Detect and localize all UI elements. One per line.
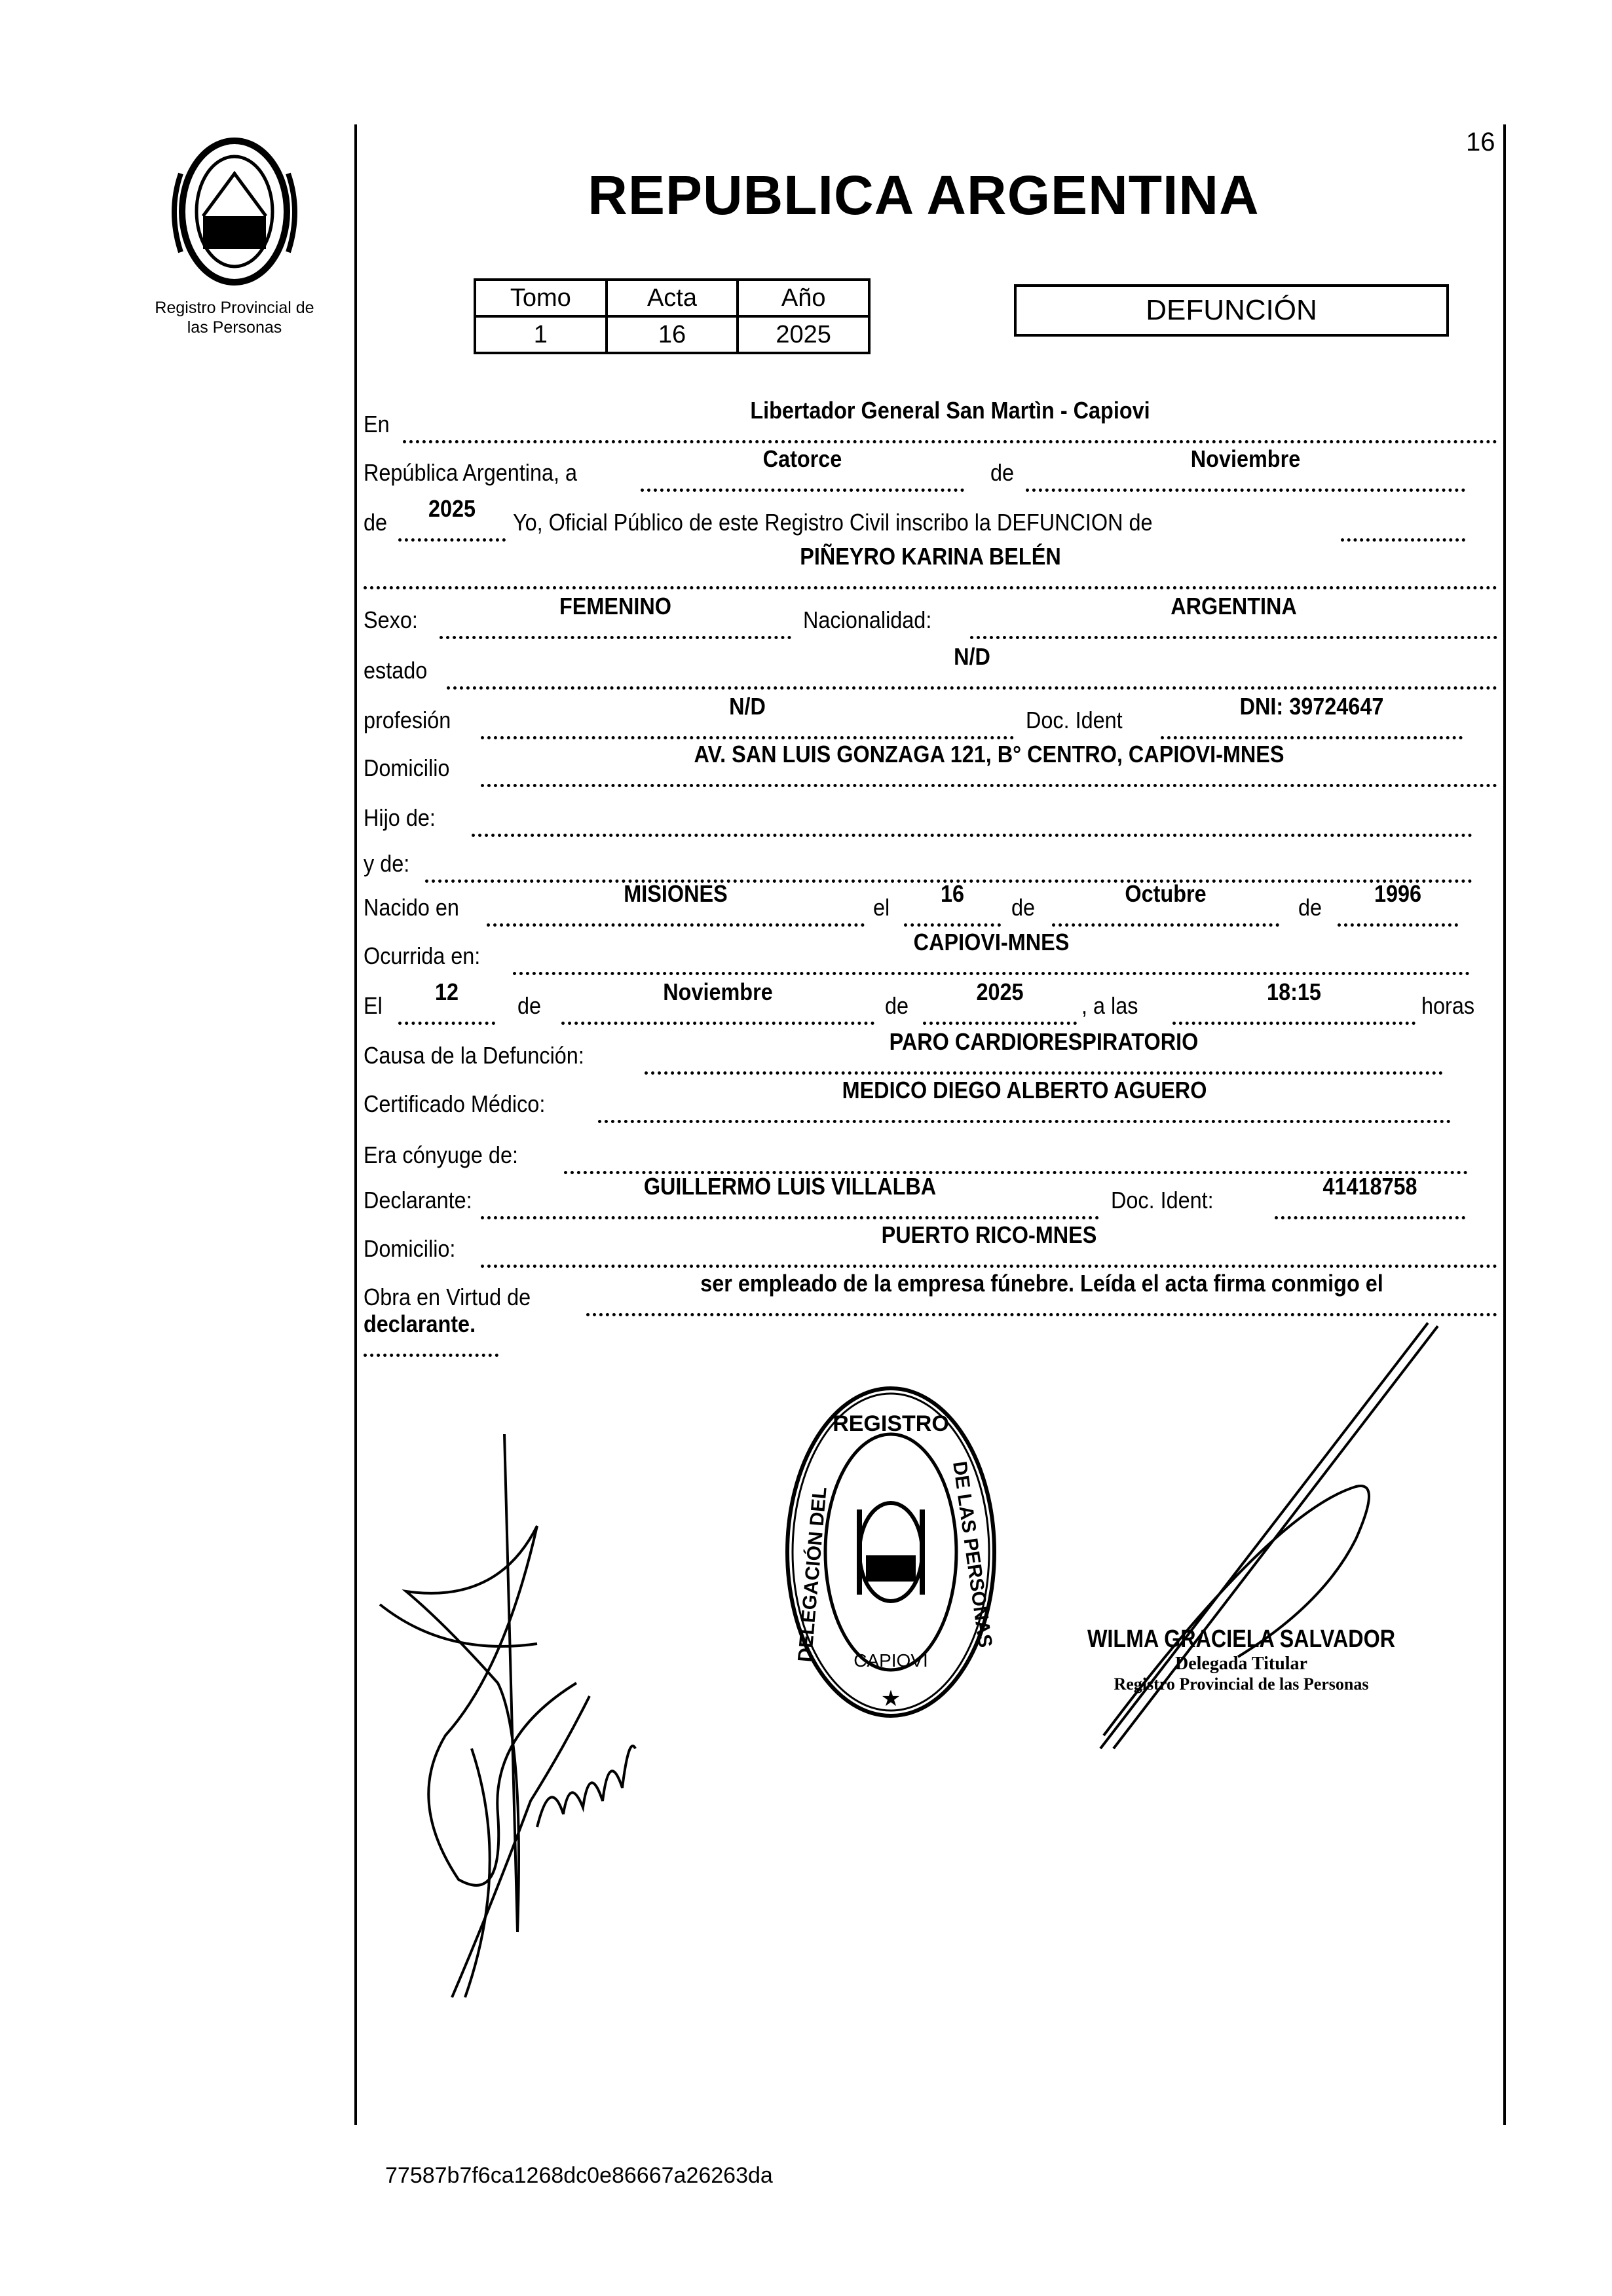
value-nacido-en: MISIONES — [624, 880, 728, 907]
value-nacionalidad: ARGENTINA — [1171, 593, 1297, 620]
row-conyuge — [0, 1131, 1612, 1174]
field-ocurrida-en — [513, 929, 1470, 975]
field-def-hora — [1172, 978, 1415, 1025]
row-certificado — [0, 1077, 1612, 1123]
record-type: DEFUNCIÓN — [1014, 284, 1449, 337]
row-profesion — [0, 693, 1612, 739]
stamp-text-top: REGISTRO — [833, 1411, 949, 1436]
field-obra — [586, 1270, 1497, 1316]
value-mes: Noviembre — [1190, 445, 1301, 472]
field-nac-mes — [1052, 880, 1279, 927]
field-dia — [641, 445, 964, 492]
value-nac-dia: 16 — [940, 880, 965, 907]
value-nombre: PIÑEYRO KARINA BELÉN — [800, 543, 1061, 570]
label-horas: horas — [1421, 992, 1475, 1019]
label-declarante: Declarante: — [364, 1187, 472, 1213]
value-def-hora: 18:15 — [1267, 978, 1321, 1005]
field-profesion — [481, 693, 1014, 739]
label-nacido-en: Nacido en — [364, 894, 459, 921]
value-certificado: MEDICO DIEGO ALBERTO AGUERO — [842, 1077, 1207, 1103]
value-def-anio: 2025 — [976, 978, 1024, 1005]
field-declarante-doc — [1275, 1173, 1465, 1219]
field-blank — [1341, 495, 1465, 542]
label-de: de — [517, 992, 542, 1019]
value-def-mes: Noviembre — [663, 978, 773, 1005]
row-declarante — [0, 1173, 1612, 1219]
label-de: de — [364, 509, 388, 536]
row-lugar — [0, 397, 1612, 443]
value-declarante-domicilio: PUERTO RICO-MNES — [881, 1221, 1097, 1248]
row-hijo-de — [0, 794, 1612, 837]
registry-stamp — [779, 1379, 1002, 1726]
row-nacimiento — [0, 880, 1612, 927]
header-acta: Acta — [607, 280, 738, 316]
field-nacionalidad — [970, 593, 1497, 639]
field-hijo-de — [472, 790, 1472, 837]
field-def-anio — [923, 978, 1077, 1025]
registry-line-2: las Personas — [187, 318, 282, 337]
field-nac-anio — [1338, 880, 1458, 927]
signatory-org: Registro Provincial de las Personas — [1114, 1675, 1369, 1694]
value-ocurrida-en: CAPIOVI-MNES — [913, 929, 1070, 955]
label-el: El — [364, 992, 383, 1019]
field-nacido-en — [487, 880, 865, 927]
record-table — [474, 278, 871, 354]
field-domicilio — [481, 741, 1497, 787]
value-profesion: N/D — [729, 693, 766, 720]
field-estado — [447, 643, 1497, 690]
row-obra — [0, 1270, 1612, 1316]
value-causa: PARO CARDIORESPIRATORIO — [889, 1028, 1199, 1055]
field-sexo — [440, 593, 791, 639]
stamp-text-right: DE LAS PERSONAS — [948, 1460, 996, 1649]
field-def-mes — [561, 978, 874, 1025]
value-anio: 2025 — [428, 495, 476, 522]
signatory-role: Delegada Titular — [1175, 1654, 1307, 1674]
official-signature — [1074, 1316, 1454, 1762]
label-domicilio: Domicilio — [364, 754, 450, 781]
row-domicilio-declarante — [0, 1221, 1612, 1268]
label-de: de — [1011, 894, 1036, 921]
label-hijo-de: Hijo de: — [364, 804, 436, 831]
label-certificado: Certificado Médico: — [364, 1090, 546, 1117]
row-fecha-defuncion — [0, 978, 1612, 1025]
star-icon: ★ — [880, 1686, 901, 1711]
page-title: REPUBLICA ARGENTINA — [588, 164, 1260, 226]
row-ocurrida — [0, 929, 1612, 975]
field-declarante-domicilio — [481, 1221, 1497, 1268]
label-nacionalidad: Nacionalidad: — [803, 606, 932, 633]
field-lugar — [403, 397, 1497, 443]
declarant-signature — [367, 1408, 707, 2030]
value-obra-line2: declarante. — [364, 1310, 476, 1337]
label-en: En — [364, 411, 390, 437]
label-de: de — [885, 992, 909, 1019]
label-de: de — [1298, 894, 1322, 921]
field-y-de — [425, 836, 1472, 883]
row-nombre — [0, 543, 1612, 589]
field-doc — [1161, 693, 1463, 739]
page-number: 16 — [1466, 128, 1495, 157]
value-nac-anio: 1996 — [1374, 880, 1422, 907]
row-domicilio — [0, 741, 1612, 787]
label-republica: República Argentina, a — [364, 459, 578, 486]
field-nombre — [364, 543, 1497, 589]
label-yo: Yo, Oficial Público de este Registro Civil inscribo la DEFUNCION de — [513, 509, 1153, 536]
label-y-de: y de: — [364, 850, 410, 877]
header-anio: Año — [738, 280, 869, 316]
label-estado: estado — [364, 657, 428, 684]
label-domicilio: Domicilio: — [364, 1235, 456, 1262]
label-doc-ident: Doc. Ident: — [1111, 1187, 1214, 1213]
label-de: de — [990, 459, 1015, 486]
registry-name — [136, 298, 333, 337]
row-estado — [0, 643, 1612, 690]
value-lugar: Libertador General San Martìn - Capiovi — [750, 397, 1150, 424]
label-profesion: profesión — [364, 707, 451, 733]
row-fecha — [0, 445, 1612, 492]
value-domicilio: AV. SAN LUIS GONZAGA 121, B° CENTRO, CAPIOVI-MNES — [694, 741, 1284, 768]
registry-line-1: Registro Provincial de — [155, 299, 314, 317]
field-certificado — [598, 1077, 1451, 1123]
label-causa: Causa de la Defunción: — [364, 1042, 584, 1069]
value-nac-mes: Octubre — [1125, 880, 1207, 907]
value-sexo: FEMENINO — [559, 593, 671, 620]
stamp-inner-text: CAPIOVI — [853, 1650, 928, 1671]
field-obra-2 — [364, 1310, 498, 1357]
field-declarante — [481, 1173, 1099, 1219]
value-declarante-doc: 41418758 — [1322, 1173, 1417, 1200]
value-dia: Catorce — [762, 445, 842, 472]
row-anio — [0, 495, 1612, 542]
label-conyuge: Era cónyuge de: — [364, 1141, 518, 1168]
field-conyuge — [564, 1128, 1468, 1174]
value-estado: N/D — [954, 643, 990, 670]
row-y-de — [0, 840, 1612, 883]
field-def-dia — [398, 978, 495, 1025]
value-obra-line1: ser empleado de la empresa fúnebre. Leída el acta firma conmigo el — [700, 1270, 1383, 1297]
header-tomo: Tomo — [475, 280, 607, 316]
signatory-name: WILMA GRACIELA SALVADOR — [1087, 1625, 1396, 1653]
label-el: el — [873, 894, 890, 921]
field-mes — [1026, 445, 1465, 492]
label-doc-ident: Doc. Ident — [1026, 707, 1123, 733]
row-sexo — [0, 593, 1612, 639]
value-anio: 2025 — [738, 316, 869, 353]
value-def-dia: 12 — [434, 978, 459, 1005]
label-ocurrida-en: Ocurrida en: — [364, 942, 481, 969]
stamp-text-left: DELEGACIÓN DEL — [794, 1486, 831, 1663]
row-causa — [0, 1028, 1612, 1075]
value-acta: 16 — [607, 316, 738, 353]
value-tomo: 1 — [475, 316, 607, 353]
label-a-las: , a las — [1081, 992, 1138, 1019]
field-anio — [398, 495, 506, 542]
label-sexo: Sexo: — [364, 606, 418, 633]
value-doc: DNI: 39724647 — [1239, 693, 1384, 720]
value-declarante: GUILLERMO LUIS VILLALBA — [643, 1173, 937, 1200]
label-obra: Obra en Virtud de — [364, 1284, 531, 1310]
document-hash: 77587b7f6ca1268dc0e86667a26263da — [385, 2163, 773, 2188]
field-causa — [645, 1028, 1443, 1075]
field-nac-dia — [904, 880, 1001, 927]
